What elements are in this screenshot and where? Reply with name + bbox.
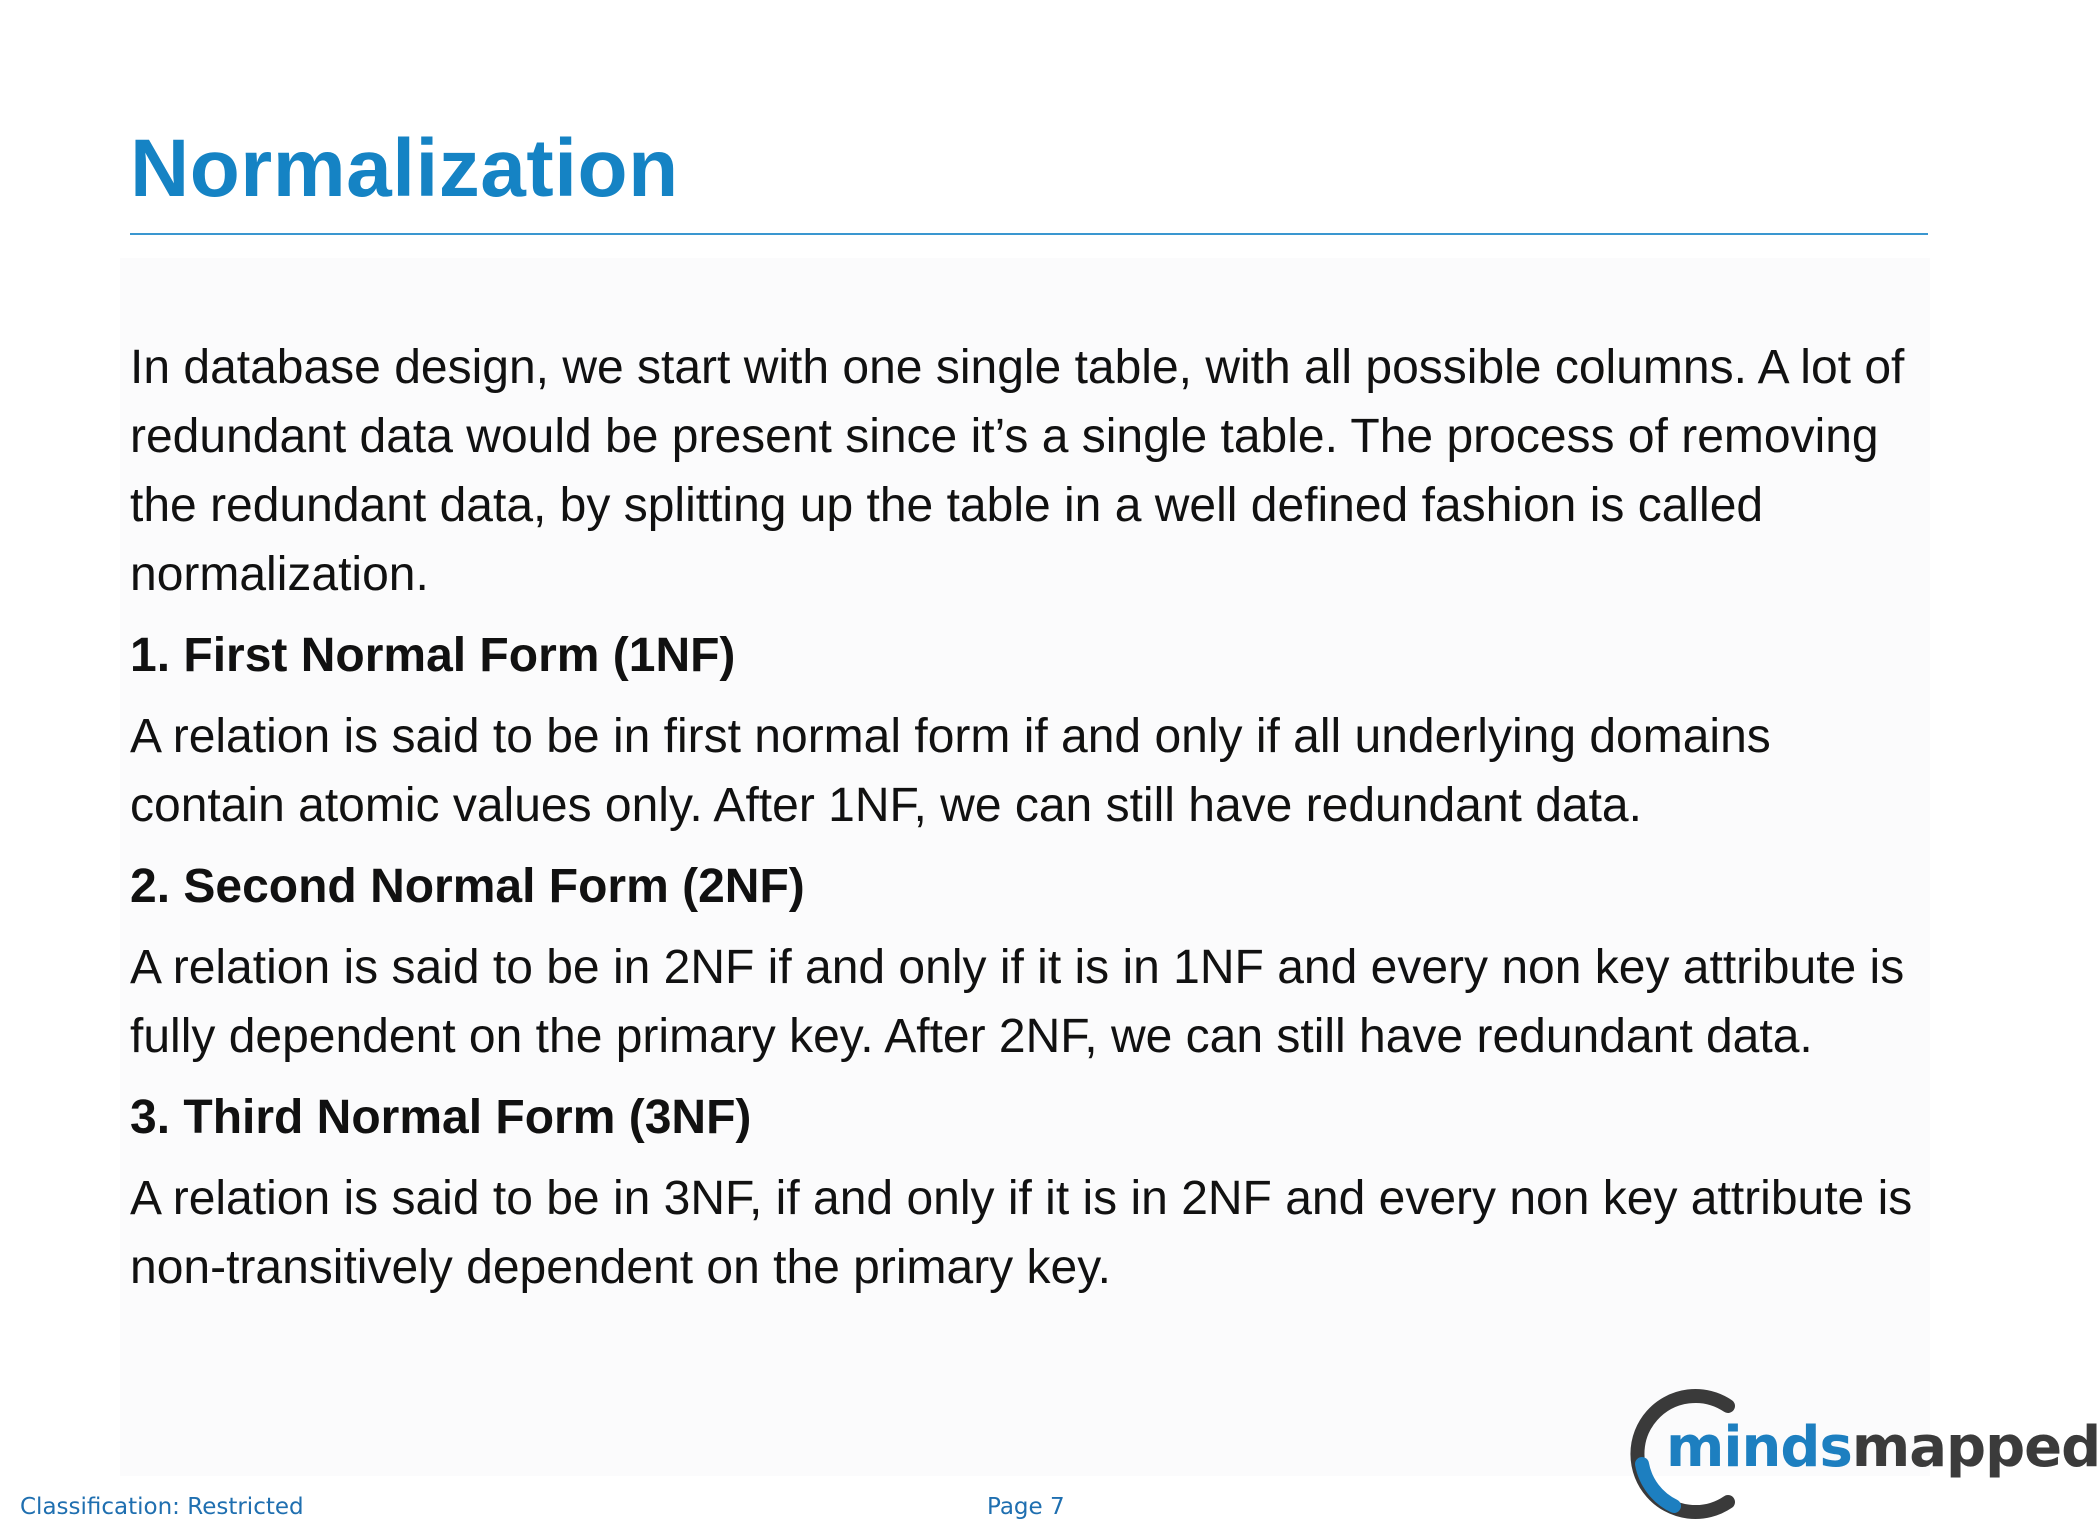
logo-wordmark	[1666, 1415, 2100, 1480]
classification-label: Classification: Restricted	[20, 1494, 304, 1520]
intro-paragraph: In database design, we start with one single table, with all possible columns. A lot of redundant data would be present since it’s a single table. The process of removing the redundant data, by splitting up the table in a well defined fashion is called normalization.	[130, 341, 1905, 601]
title-divider	[130, 233, 1928, 235]
logo-wordmark-minds: minds	[1666, 1415, 1852, 1480]
page-number: Page 7	[987, 1494, 1065, 1520]
section-heading-3nf: 3. Third Normal Form (3NF)	[130, 1091, 752, 1144]
section-heading-2nf: 2. Second Normal Form (2NF)	[130, 860, 805, 913]
section-text-2nf: A relation is said to be in 2NF if and only if it is in 1NF and every non key attribute is fully dependent on the primary key. After 2NF, we can still have redundant data.	[130, 941, 1905, 1063]
logo-wordmark-mapped: mapped	[1851, 1415, 2100, 1480]
section-text-3nf: A relation is said to be in 3NF, if and only if it is in 2NF and every non key attribute is non-transitively dependent on the primary key.	[130, 1172, 1913, 1294]
mindsmapped-logo	[1628, 1384, 2100, 1524]
slide-body	[130, 333, 1930, 1302]
slide-title: Normalization	[130, 123, 679, 214]
section-heading-1nf: 1. First Normal Form (1NF)	[130, 629, 736, 682]
section-text-1nf: A relation is said to be in first normal form if and only if all underlying domains contain atomic values only. After 1NF, we can still have redundant data.	[130, 710, 1771, 832]
